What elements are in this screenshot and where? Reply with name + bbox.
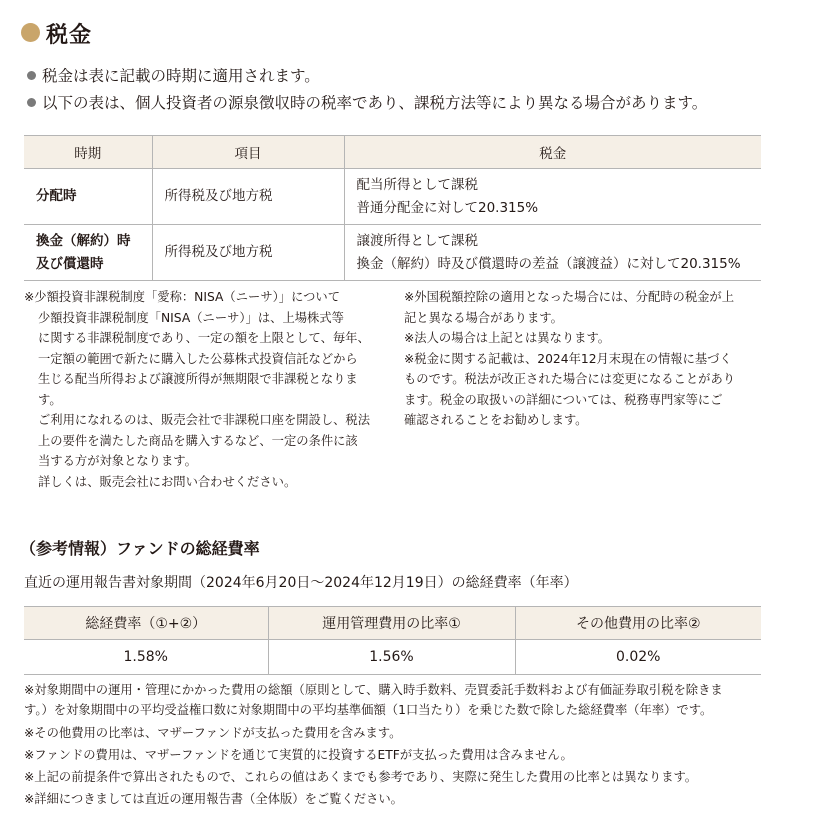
tax-cell [344,225,761,281]
section-dot-icon [21,23,40,42]
bullet-item [27,65,320,87]
fee-table-header [24,607,761,640]
section-title: 税金 [46,23,93,48]
bullet-icon [27,98,36,107]
period-text: 換金（解約）時 [36,232,131,249]
note-line: 一定額の範囲で新たに購入した公募株式投資信託などから [38,351,358,366]
nisa-note [24,287,396,492]
period-cell [24,169,152,225]
header-other-expense: その他費用の比率② [515,607,761,640]
note-line: 詳しくは、販売会社にお問い合わせください。 [38,474,297,489]
period-text: 分配時 [36,188,77,204]
footnote-line: ※対象期間中の運用・管理にかかった費用の総額（原則として、購入時手数料、売買委託手数料および有価証券取引税を除きま [24,683,723,697]
tax-cell [344,169,761,225]
footnote-line: ※詳細につきましては直近の運用報告書（全体版）をご覧ください。 [24,792,403,806]
period-cell [24,225,152,281]
table-row [24,225,761,281]
tax-line: 換金（解約）時及び償還時の差益（譲渡益）に対して20.315% [356,255,741,272]
tax-table [24,135,761,281]
footnote-line: ※上記の前提条件で算出されたもので、これらの値はあくまでも参考であり、実際に発生した費用の比率とは異なります。 [24,770,698,784]
note-line: 少額投資非課税制度「NISA（ニーサ）」は、上場株式等 [38,310,344,325]
footnote-item [24,680,804,720]
bullet-text: 税金は表に記載の時期に適用されます。 [42,67,320,85]
note-line: ※外国税額控除の適用となった場合には、分配時の税金が上 [404,290,735,304]
note-line: 当する方が対象となります。 [38,454,197,468]
header-period: 時期 [24,136,152,169]
note-item [404,328,774,349]
footnote-line: ※ファンドの費用は、マザーファンドを通じて実質的に投資するETFが支払った費用は含みません。 [24,748,573,762]
tax-table-header [24,136,761,169]
tax-line: 配当所得として課税 [356,176,478,193]
management-fee-value: 1.56% [268,640,515,675]
fee-table [24,606,761,675]
note-line: ご利用になれるのは、販売会社で非課税口座を開設し、税法 [38,413,371,427]
footnote-line: ※その他費用の比率は、マザーファンドが支払った費用を含みます。 [24,726,402,740]
nisa-heading: ※少額投資非課税制度「愛称：NISA（ニーサ）」について [24,290,341,304]
item-cell: 所得税及び地方税 [152,225,344,281]
table-row [24,640,761,675]
period-text: 及び償還時 [36,255,104,272]
tax-line: 譲渡所得として課税 [356,232,478,249]
note-item [404,349,774,431]
bullet-icon [27,71,36,80]
note-line: ものです。税法が改正された場合には変更になることがあり [404,372,736,386]
header-tax: 税金 [344,136,761,169]
table-row [24,169,761,225]
ref-title: （参考情報）ファンドの総経費率 [20,539,260,558]
note-line: 生じる配当所得および譲渡所得が無期限で非課税となりま [38,372,358,386]
note-line: ※税金に関する記載は、2024年12月末現在の情報に基づく [404,351,732,366]
tax-notes-right [404,287,774,431]
note-line: ます。税金の取扱いの詳細については、税務専門家等にご [404,392,723,407]
note-line: す。 [38,392,62,407]
note-line: ※法人の場合は上記とは異なります。 [404,331,611,345]
header-item: 項目 [152,136,344,169]
header-management-fee: 運用管理費用の比率① [268,607,515,640]
other-expense-value: 0.02% [515,640,761,675]
note-line: 記と異なる場合があります。 [404,310,563,325]
note-item [404,287,774,328]
note-line: に関する非課税制度であり、一定の額を上限として、毎年、 [38,331,370,345]
header-total-expense: 総経費率（①+②） [24,607,268,640]
bullet-item [27,92,707,114]
total-expense-value: 1.58% [24,640,268,675]
bullet-text: 以下の表は、個人投資者の源泉徴収時の税率であり、課税方法等により異なる場合があります。 [42,94,708,112]
note-line: 上の要件を満たした商品を購入するなど、一定の条件に該 [38,433,358,448]
footnote-line: す。）を対象期間中の平均受益権口数に対象期間中の平均基準価額（1口当たり）を乗じた数で除した総経費率（年率）です。 [24,703,713,717]
nisa-para [24,308,396,493]
note-line: 確認されることをお勧めします。 [404,413,588,427]
tax-line: 普通分配金に対して20.315% [356,199,539,216]
ref-subtitle: 直近の運用報告書対象期間（2024年6月20日～2024年12月19日）の総経費率（年率） [24,575,578,591]
item-cell: 所得税及び地方税 [152,169,344,225]
fee-footnotes [24,680,804,810]
